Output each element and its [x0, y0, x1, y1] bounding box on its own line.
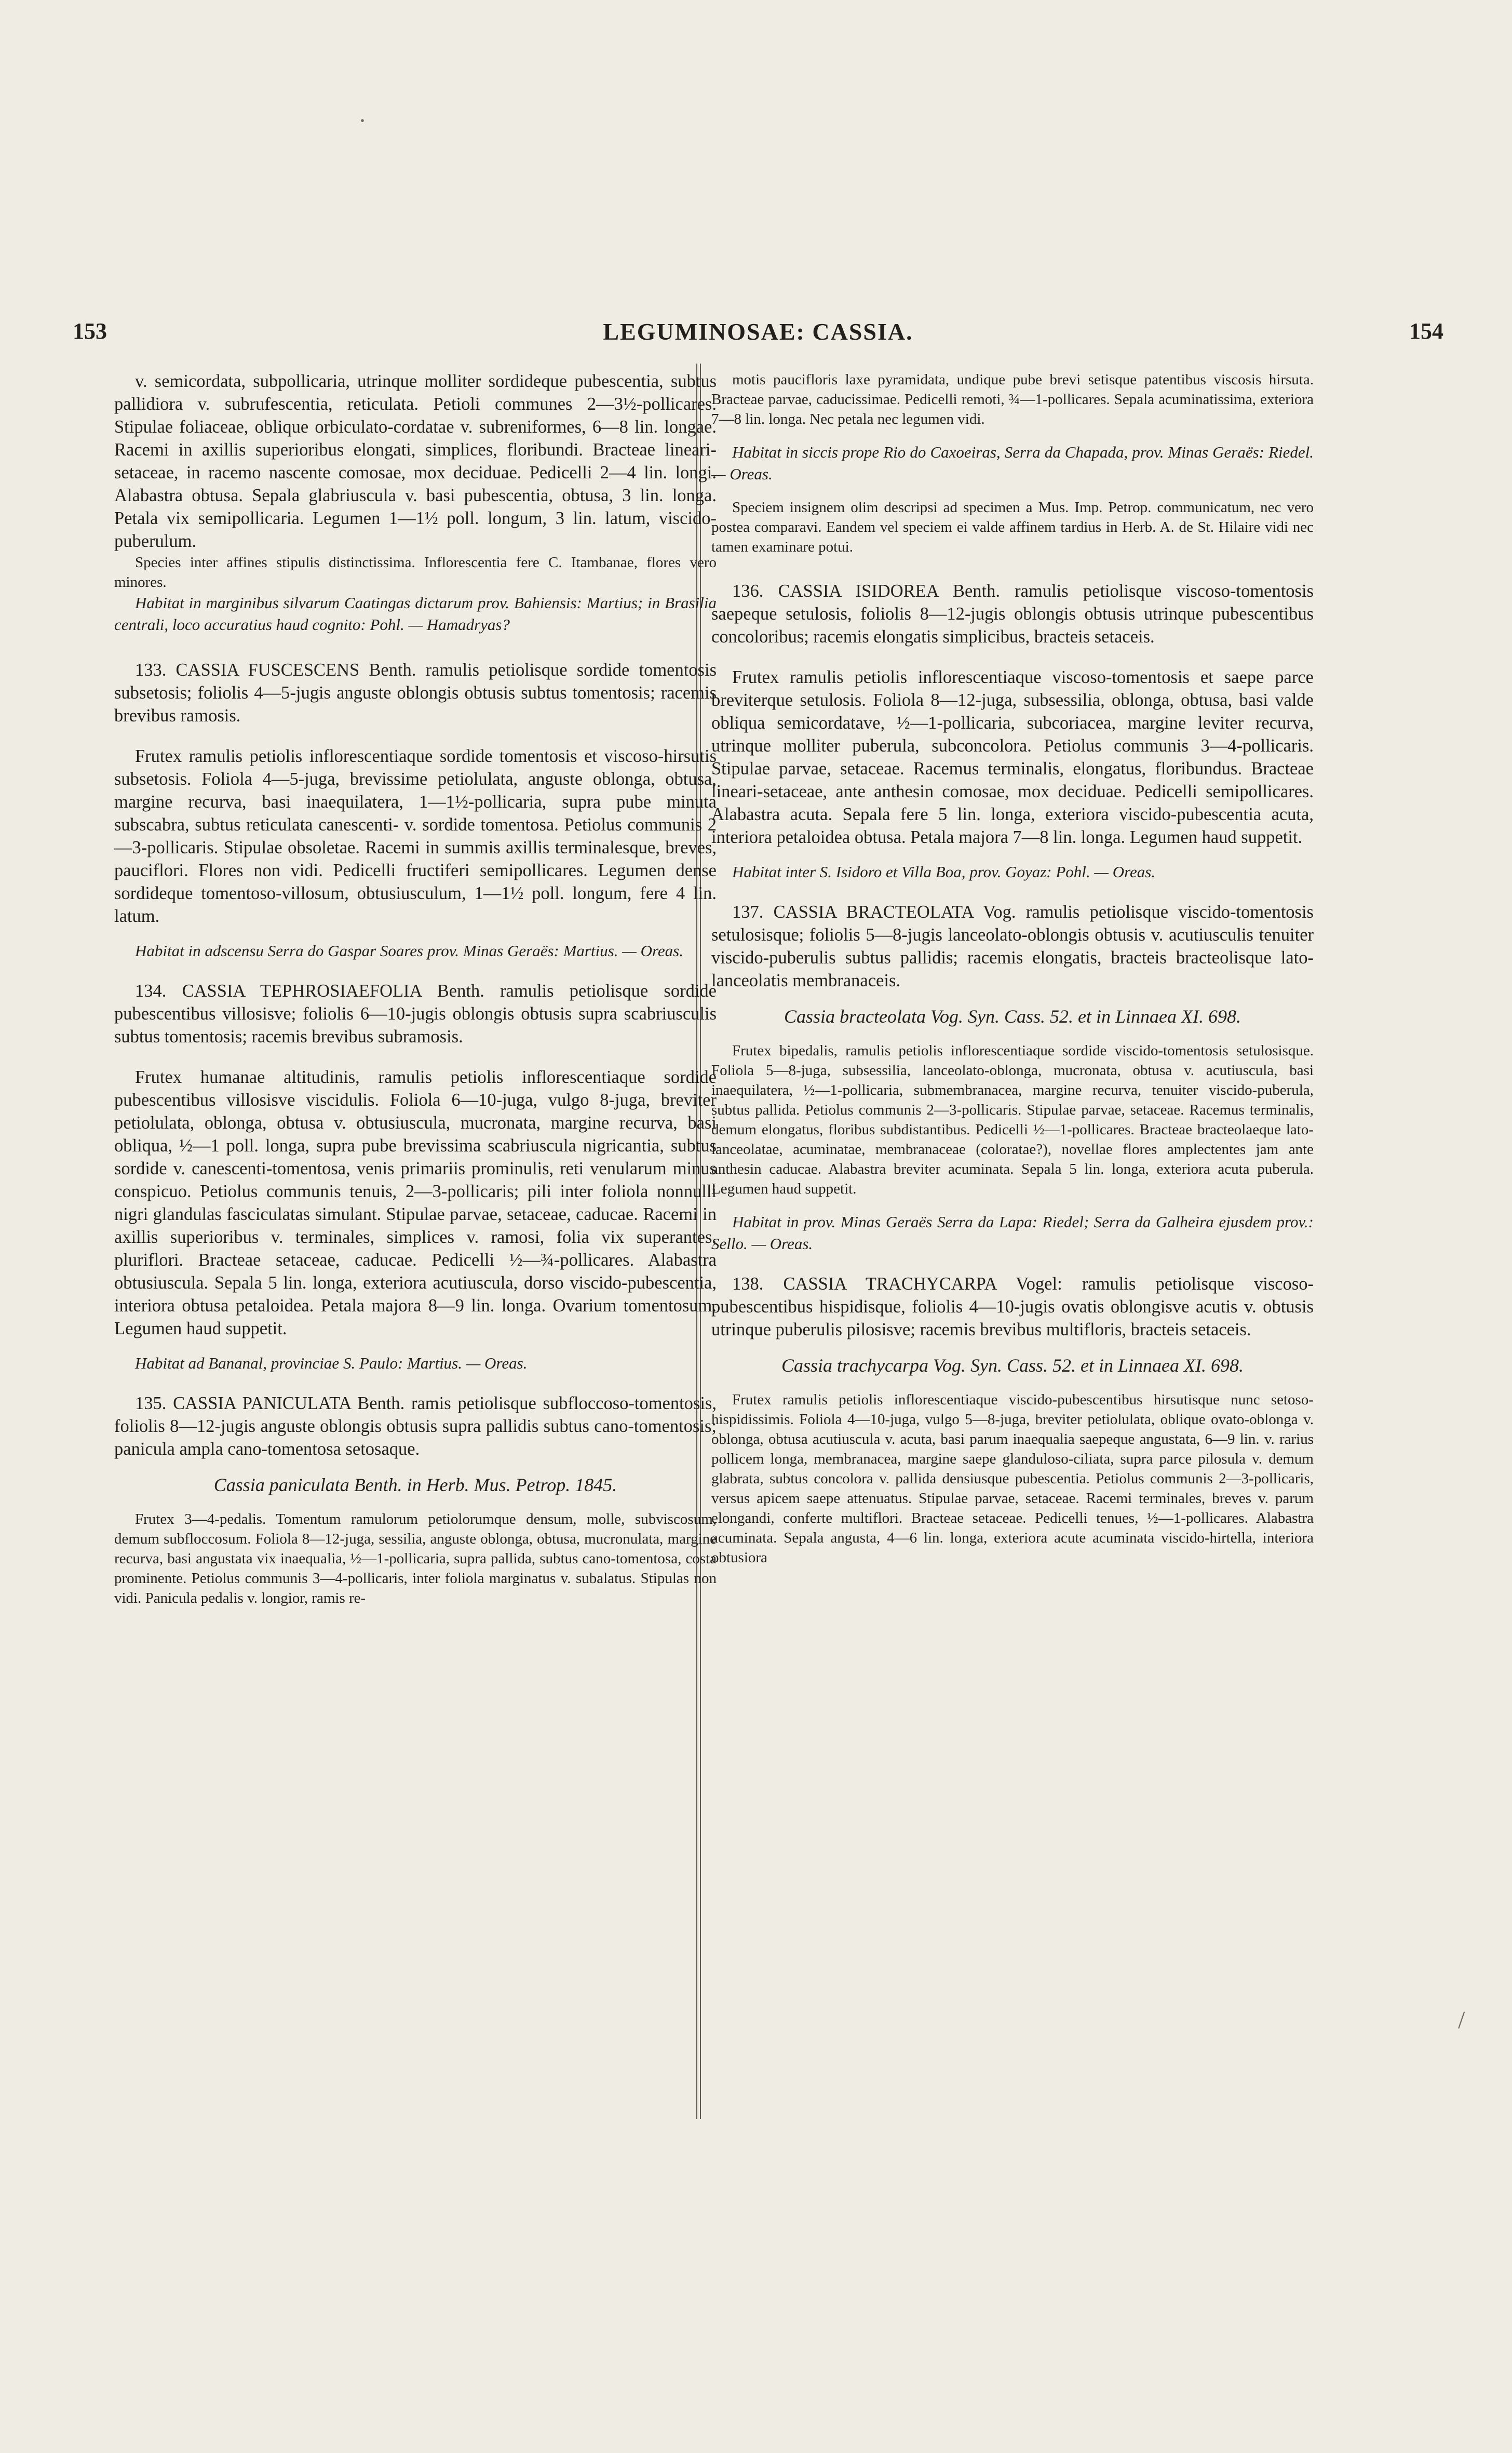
- spacer: [711, 883, 1314, 901]
- spacer: [114, 1497, 717, 1509]
- small-paragraph: motis paucifloris laxe pyramidata, undique pube brevi setisque patentibus viscosis hirsuta. Bracteae parvae, caducissimae. Pedicelli remoti, ¾—1-pollicares. Sepala acuminatissima, exteriora 7—8 lin. longa. Nec petala nec legumen vidi.: [711, 371, 1314, 427]
- spacer: [114, 1340, 717, 1352]
- habitat-note: Habitat in siccis prope Rio do Caxoeiras, Serra da Chapada, prov. Minas Geraës: Riedel. — Oreas.: [711, 443, 1314, 483]
- paragraph: 136. CASSIA ISIDOREA Benth. ramulis petiolisque viscoso-tomentosis saepeque setulosis, foliolis 8—12-jugis oblongis obtusis utrinque pubescentibus concoloribus; racemis elongatis simplicibus, bracteis setaceis.: [711, 581, 1314, 647]
- right-column: [711, 370, 1314, 1567]
- spacer: [711, 1199, 1314, 1211]
- paragraph: 133. CASSIA FUSCESCENS Benth. ramulis petiolisque sordide tomentosis subsetosis; foliolis 4—5-jugis anguste oblongis obtusis subtus tomentosis; racemis brevibus ramosis.: [114, 660, 717, 726]
- spacer: [114, 636, 717, 659]
- running-title: LEGUMINOSAE: CASSIA.: [603, 318, 913, 345]
- habitat-note: Habitat inter S. Isidoro et Villa Boa, prov. Goyaz: Pohl. — Oreas.: [732, 863, 1156, 881]
- paragraph: 134. CASSIA TEPHROSIAEFOLIA Benth. ramulis petiolisque sordide pubescentibus villosisve; foliolis 6—10-jugis oblongis obtusis supra scabriusculis subtus tomentosis; racemis brevibus subramosis.: [114, 981, 717, 1047]
- page-header: [73, 318, 1443, 354]
- paragraph: 138. CASSIA TRACHYCARPA Vogel: ramulis petiolisque viscoso-pubescentibus hispidisque, foliolis 4—10-jugis ovatis oblongisve acutis v. obtusis utrinque puberulis pilosisve; racemis brevibus multifloris, bracteis setaceis.: [711, 1274, 1314, 1339]
- spacer: [711, 1028, 1314, 1041]
- small-paragraph: Speciem insignem olim descripsi ad specimen a Mus. Imp. Petrop. communicatum, nec vero postea comparavi. Eandem vel speciem ei valde affinem tardius in Herb. A. de St. Hilaire vidi nec tamen examinare potui.: [711, 499, 1314, 555]
- small-paragraph: Frutex bipedalis, ramulis petiolis inflorescentiaque sordide viscido-tomentosis setulosisque. Foliola 5—8-juga, subsessilia, lanceolato-oblonga, mucronata, obtusa v. acutiuscula, basi inaequilatera, ½—1-pollicaria, submembranacea, margine recurva, tenuiter viscido-puberula, subtus pallida. Petiolus communis 2—3-pollicaris. Stipulae parvae, setaceae. Racemus terminalis, demum elongatus, floribus subdistantibus. Pedicelli ½—1-pollicares. Bracteae bracteolaeque lato-lanceolatae, acuminatae, membranaceae (coloratae?), novellae flores amplectentes jam ante anthesin caducae. Alabastra breviter acuminata. Sepala 5 lin. longa, exteriora acuta puberula. Legumen haud suppetit.: [711, 1042, 1314, 1197]
- page-number-left: 153: [73, 318, 107, 344]
- habitat-note: Habitat in adscensu Serra do Gaspar Soares prov. Minas Geraës: Martius. — Oreas.: [135, 942, 683, 960]
- spacer: [711, 648, 1314, 666]
- spacer: [114, 1460, 717, 1473]
- paragraph: v. semicordata, subpollicaria, utrinque molliter sordideque pubescentia, subtus pallidiora v. subrufescentia, reticulata. Petioli communes 2—3½-pollicares. Stipulae foliaceae, oblique orbiculato-cordatae v. subreniformes, 6—8 lin. longae. Racemi in axillis superioribus elongati, simplices, floribundi. Bracteae lineari-setaceae, in racemo nascente comosae, mox deciduae. Pedicelli 2—4 lin. longi. Alabastra obtusa. Sepala glabriuscula v. basi pubescentia, obtusa, 3 lin. longa. Petala vix semipollicaria. Legumen 1—1½ poll. longum, 3 lin. latum, viscido-puberulum.: [114, 371, 717, 551]
- small-paragraph: Species inter affines stipulis distinctissima. Inflorescentia fere C. Itambanae, flores vero minores.: [114, 554, 717, 591]
- spacer: [711, 1341, 1314, 1353]
- spacer: [114, 928, 717, 940]
- stray-mark: /: [1458, 2006, 1465, 2034]
- page-number-right: 154: [1409, 318, 1443, 344]
- paragraph: Frutex ramulis petiolis inflorescentiaque viscoso-tomentosis et saepe parce breviterque setulosis. Foliola 8—12-juga, subsessilia, oblonga, obtusa, basi valde obliqua semicordatave, ½—1-pollicaria, subcoriacea, margine leviter recurva, utrinque molliter puberula, subconcolora. Petiolus communis 3—4-pollicaris. Stipulae parvae, setaceae. Racemus terminalis, elongatus, floribundus. Bracteae lineari-setaceae, ante anthesin comosae, mox deciduae. Pedicelli semipollicares. Alabastra acuta. Sepala fere 5 lin. longa, exteriora viscido-pubescentia acuta, interiora petaloidea obtusa. Petala majora 7—8 lin. longa. Legumen haud suppetit.: [711, 667, 1314, 847]
- spacer: [711, 992, 1314, 1004]
- habitat-note: Habitat ad Bananal, provinciae S. Paulo: Martius. — Oreas.: [135, 1354, 528, 1372]
- spacer: [114, 1374, 717, 1392]
- spacer: [114, 962, 717, 980]
- paragraph: Frutex ramulis petiolis inflorescentiaque sordide tomentosis et viscoso-hirsutis subsetosis. Foliola 4—5-juga, brevissime petiolulata, anguste oblonga, obtusa, margine recurva, basi inaequilatera, 1—1½-pollicaria, supra pube minuta subscabra, subtus reticulata canescenti- v. sordide tomentosa. Petiolus communis 2—3-pollicaris. Stipulae obsoletae. Racemi in summis axillis terminalesque, breves, pauciflori. Flores non vidi. Pedicelli fructiferi semipollicares. Legumen dense sordideque tomentoso-villosum, obtusiusculum, 1—1½ poll. longum, fere 4 lin. latum.: [114, 746, 717, 926]
- paragraph: Frutex humanae altitudinis, ramulis petiolis inflorescentiaque sordide pubescentibus villosisve viscidulis. Foliola 6—10-juga, vulgo 8-juga, breviter petiolulata, oblonga, obtusa v. obtusiuscula, mucronata, margine recurva, basi obliqua, ½—1 poll. longa, supra pube brevissima scabriuscula nigricantia, subtus sordide v. canescenti-tomentosa, venis primariis prominulis, reti venularum minus conspicuo. Petiolus communis tenuis, 2—3-pollicaris; pili inter foliola nonnulli nigri glandulas fasciculatas simulant. Stipulae parvae, setaceae, caducae. Racemi in axillis superioribus v. terminales, simplices v. ramosi, folia vix superantes, pluriflori. Bracteae setaceae, caducae. Pedicelli ½—¾-pollicares. Alabastra obtusiuscula. Sepala 5 lin. longa, exteriora acutiuscula, dorso viscido-pubescentia, interiora obtusa petaloidea. Petala majora 8—9 lin. longa. Ovarium tomentosum. Legumen haud suppetit.: [114, 1067, 717, 1338]
- habitat-note: Habitat in prov. Minas Geraës Serra da Lapa: Riedel; Serra da Galheira ejusdem prov.: Sello. — Oreas.: [711, 1213, 1314, 1253]
- stray-mark: ·: [358, 107, 367, 135]
- synonym-citation: Cassia trachycarpa Vog. Syn. Cass. 52. et in Linnaea XI. 698.: [781, 1355, 1244, 1376]
- paragraph: 135. CASSIA PANICULATA Benth. ramis petiolisque subfloccoso-tomentosis, foliolis 8—12-jugis anguste oblongis obtusis supra pallidis subtus cano-tomentosis; panicula ampla cano-tomentosa setosaque.: [114, 1393, 717, 1459]
- spacer: [114, 727, 717, 745]
- spacer: [711, 1255, 1314, 1272]
- paragraph: 137. CASSIA BRACTEOLATA Vog. ramulis petiolisque viscido-tomentosis setulosisque; foliolis 5—8-jugis lanceolato-oblongis obtusis v. acutiusculis tenuiter viscido-puberulis subtus pallidis; racemis elongatis, bracteis bracteolisque lato-lanceolatis membranaceis.: [711, 902, 1314, 990]
- left-column: [114, 370, 717, 1608]
- synonym-citation: Cassia paniculata Benth. in Herb. Mus. Petrop. 1845.: [213, 1475, 617, 1495]
- small-paragraph: Frutex 3—4-pedalis. Tomentum ramulorum petiolorumque densum, molle, subviscosum, demum subfloccosum. Foliola 8—12-juga, sessilia, anguste oblonga, obtusa, mucronulata, margine recurva, basi angustata vix inaequalia, ½—1-pollicaria, supra pallida, subtus cano-tomentosa, costa prominente. Petiolus communis 3—4-pollicaris, inter foliola marginatus v. subalatus. Stipulas non vidi. Panicula pedalis v. longior, ramis re-: [114, 1511, 717, 1606]
- spacer: [711, 429, 1314, 441]
- synonym-citation: Cassia bracteolata Vog. Syn. Cass. 52. et in Linnaea XI. 698.: [784, 1006, 1241, 1027]
- spacer: [711, 1377, 1314, 1390]
- small-paragraph: Frutex ramulis petiolis inflorescentiaque viscido-pubescentibus hirsutisque nunc setoso-hispidissimis. Foliola 4—10-juga, vulgo 5—8-juga, breviter petiolulata, oblique ovato-oblonga v. oblonga, obtusa acutiuscula v. acuta, basi parum inaequalia saepeque angustata, 6—9 lin. v. rarius pollicem longa, membranacea, margine saepe glanduloso-ciliata, supra parce pilosula v. demum glabrata, subtus concolora v. pallida densiusque pubescentia. Petiolus communis 2—3-pollicaris, versus apicem saepe attenuatus. Stipulae parvae, setaceae. Racemi terminales, breves v. parum elongandi, conferte multiflori. Bracteae setaceae. Pedicelli tenues, ½—1-pollicares. Alabastra acuminata. Sepala angusta, 4—6 lin. longa, exteriora acute acuminata viscido-hirtella, interiora obtusiora: [711, 1391, 1314, 1566]
- habitat-note: Habitat in marginibus silvarum Caatingas dictarum prov. Bahiensis: Martius; in Brasilia centrali, loco accuratius haud cognito: Pohl. — Hamadryas?: [114, 594, 717, 634]
- spacer: [711, 849, 1314, 861]
- spacer: [711, 557, 1314, 580]
- spacer: [114, 1048, 717, 1066]
- spacer: [711, 485, 1314, 498]
